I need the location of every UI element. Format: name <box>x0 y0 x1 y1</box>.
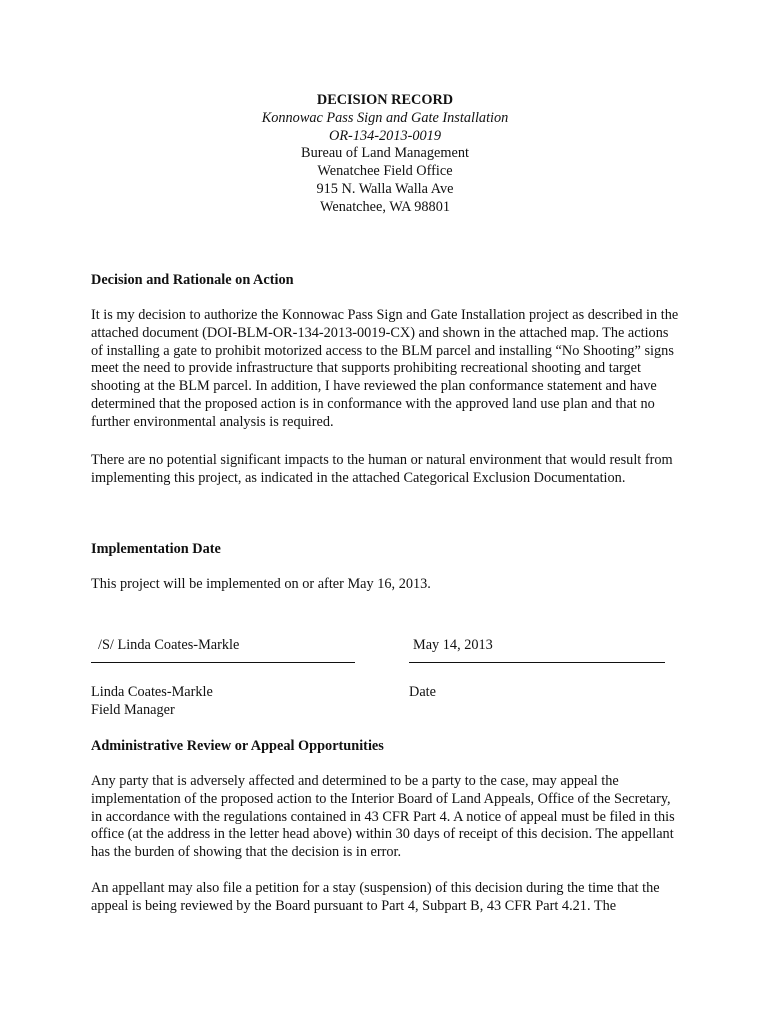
appeal-paragraph-2 <box>91 880 681 916</box>
office-address: 915 N. Walla Walla Ave <box>316 180 454 197</box>
decision-paragraph-2 <box>91 452 681 488</box>
date-line <box>409 662 665 663</box>
decision-heading: Decision and Rationale on Action <box>91 272 294 288</box>
agency-name: Bureau of Land Management <box>301 145 469 162</box>
office-name: Wenatchee Field Office <box>317 163 453 180</box>
signature-date-value: May 14, 2013 <box>413 637 493 653</box>
signature-line <box>91 662 355 663</box>
decision-paragraph-1 <box>91 307 681 432</box>
appeal-text-1: Any party that is adversely affected and determined to be a party to the case, may appeal the implementation of the proposed action to the Interior Board of Land Appeals, Office of the Secretary, in accordance with the regulations contained in 43 CFR Part 4. A notice of appeal must be filed in this office (at the address in the letter head above) within 30 days of receipt of this decision. The appellant has the burden of showing that the decision is in error. <box>91 773 675 861</box>
project-name: Konnowac Pass Sign and Gate Installation <box>261 109 509 126</box>
implementation-text: This project will be implemented on or after May 16, 2013. <box>91 576 431 592</box>
signer-name: Linda Coates-Markle <box>91 684 213 700</box>
appeal-heading: Administrative Review or Appeal Opportunities <box>91 738 384 754</box>
decision-text-1: It is my decision to authorize the Konnowac Pass Sign and Gate Installation project as described in the attached document (DOI-BLM-OR-134-2013-0019-CX) and shown in the attached map. The actions of installing a gate to prohibit motorized access to the BLM parcel and installing “No Shooting” signs meet the need to provide infrastructure that supports prohibiting recreational shooting and target shooting at the BLM parcel. In addition, I have reviewed the plan conformance statement and have determined that the proposed action is in conformance with the approved land use plan and that no further environmental analysis is required. <box>91 307 679 430</box>
project-number: OR-134-2013-0019 <box>329 127 441 144</box>
signature-value: /S/ Linda Coates-Markle <box>98 637 240 653</box>
date-label: Date <box>409 684 436 700</box>
implementation-heading: Implementation Date <box>91 541 221 557</box>
document-title: DECISION RECORD <box>316 92 454 108</box>
appeal-text-2: An appellant may also file a petition for a stay (suspension) of this decision during the time that the appeal is being reviewed by the Board pursuant to Part 4, Subpart B, 43 CFR Part 4.21. The <box>91 880 660 914</box>
decision-text-2: There are no potential significant impacts to the human or natural environment that would result from implementing this project, as indicated in the attached Categorical Exclusion Documentation. <box>91 452 673 486</box>
appeal-paragraph-1 <box>91 773 681 862</box>
office-city: Wenatchee, WA 98801 <box>320 198 450 215</box>
signer-role: Field Manager <box>91 702 175 718</box>
letterhead <box>0 92 770 217</box>
